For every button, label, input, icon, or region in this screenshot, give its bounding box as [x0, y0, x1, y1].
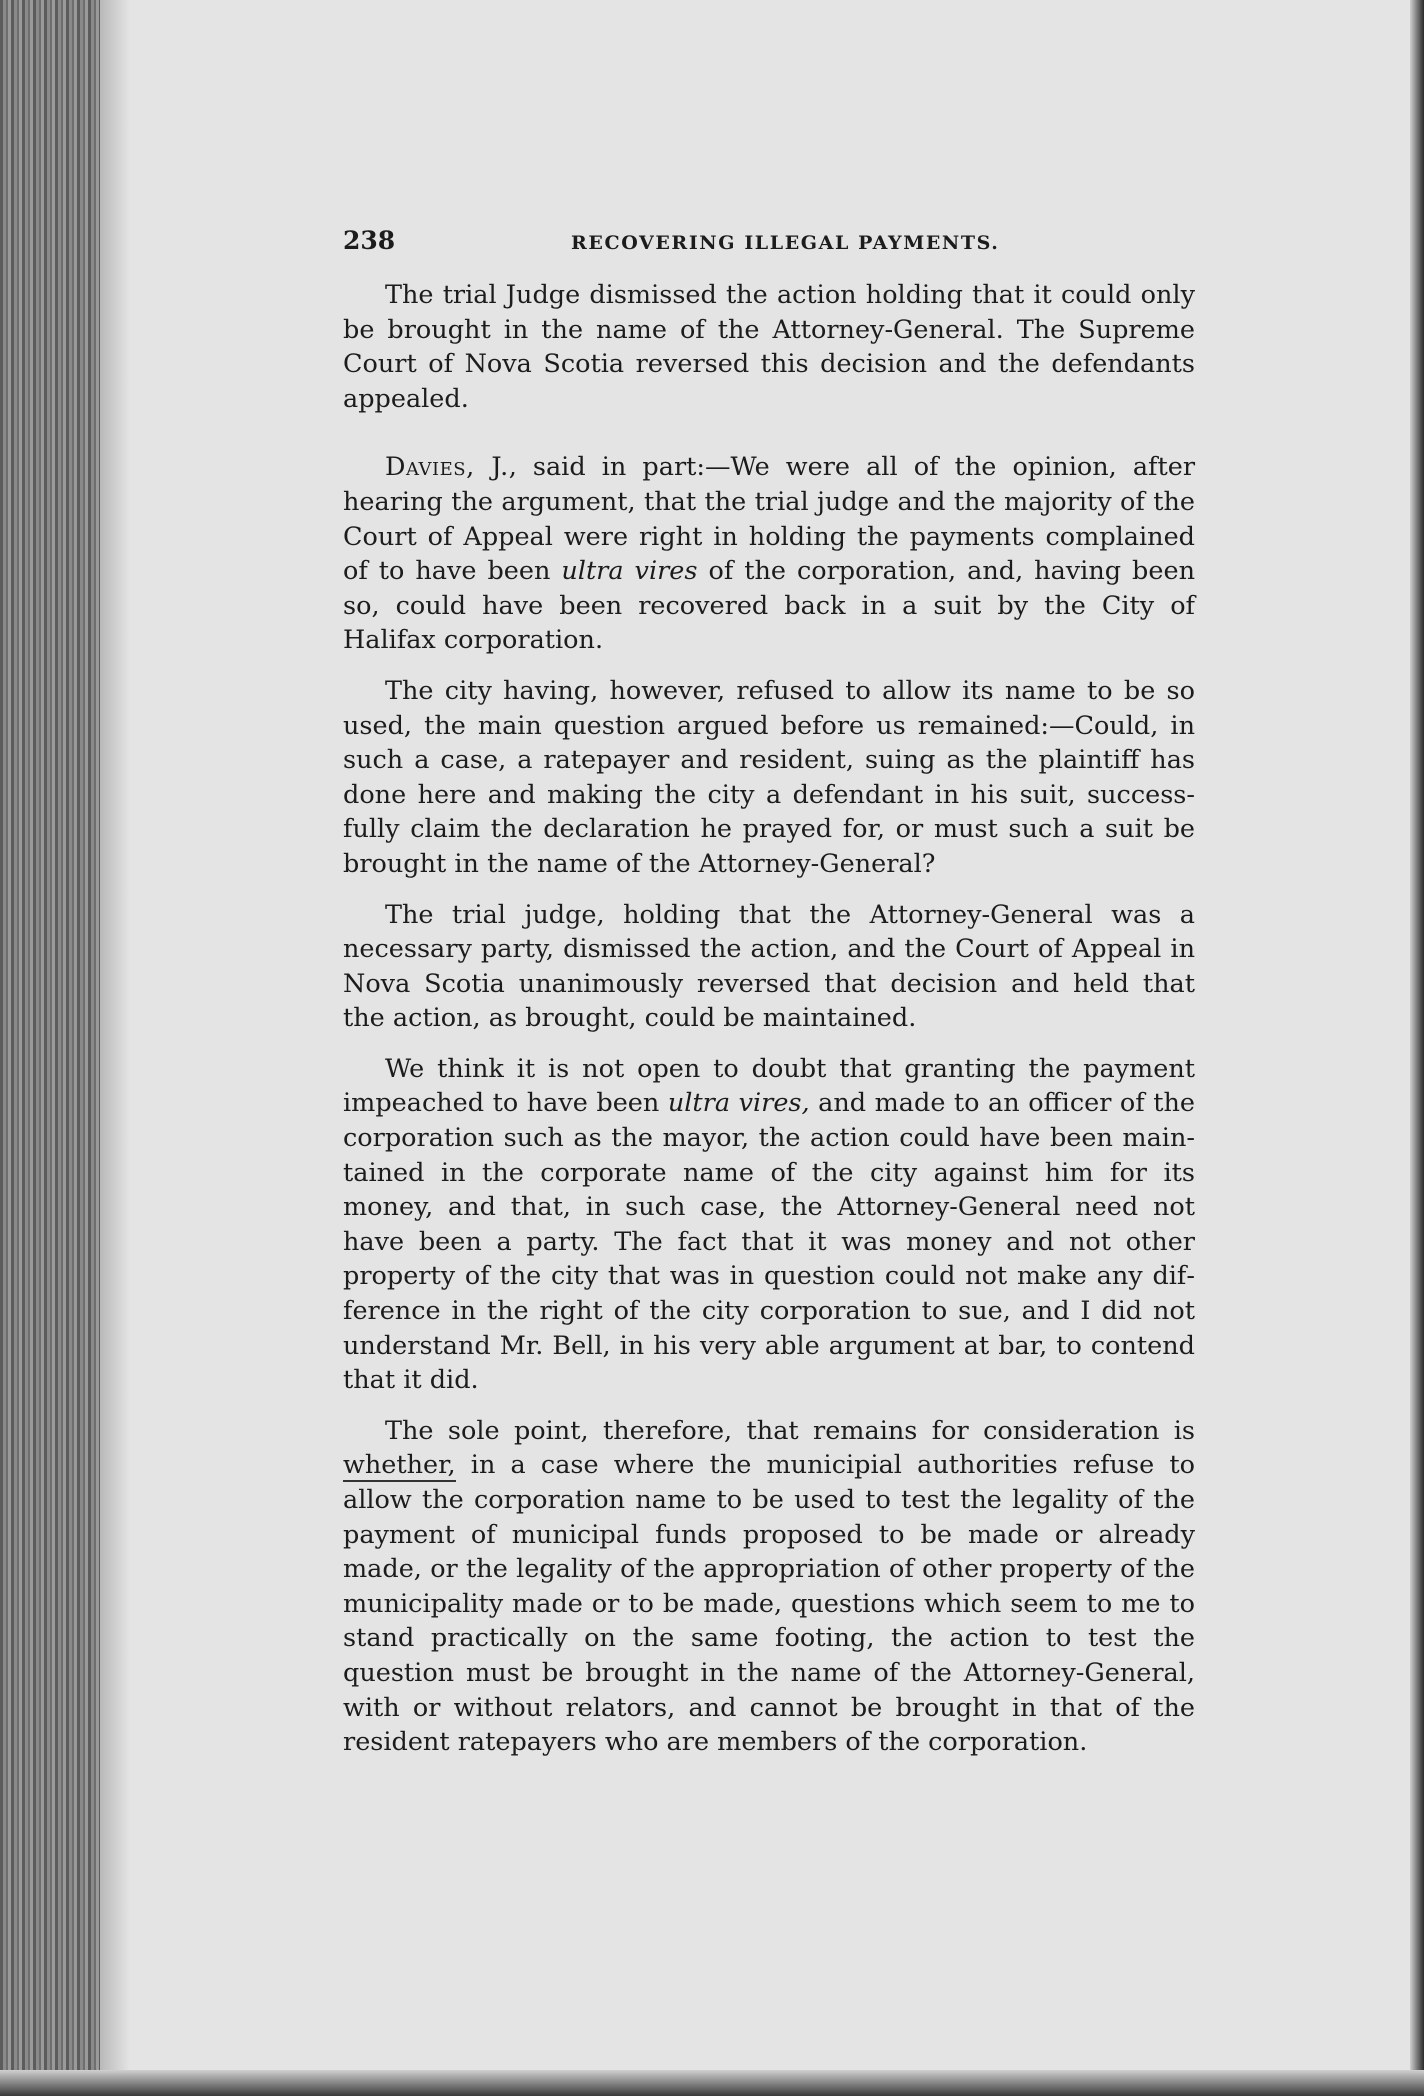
- speaker-name: Davies, J.: [385, 452, 509, 483]
- paragraph-main-question: The city having, however, refused to allow its name to be so used, the main question argued before us remained:—Could, in such a case, a ratepayer and resident, suing as the plaintiff has done here and making the city a defendant in his suit, successfully claim the declaration he prayed for, or must such a suit be brought in the name of the Attorney-General?: [343, 675, 1195, 879]
- running-head: [343, 226, 1195, 260]
- paragraph-trial-judge: The trial Judge dismissed the action holding that it could only be brought in the name of the Attorney-General. The Supreme Court of Nova Scotia reversed this decision and the defendants appealed.: [343, 280, 1195, 414]
- paragraph-text: of the corporation, and, having been so, could have been recovered back in a suit by the City of Halifax corporation.: [343, 556, 1195, 656]
- paragraph-sole-point: [343, 1414, 1195, 1760]
- paragraph-text: The sole point, therefore, that remains for consideration is: [385, 1415, 1195, 1446]
- paragraph-text: in a case where the municipial authorities refuse to allow the corporation name to be used to test the legality of the payment of municipal funds proposed to be made or already made, or the legality of the appropriation of other property of the municipality made or to be made, questions which seem to me to stand practically on the same footing, the action to test the question must be brought in the name of the Attorney-General, with or without relators, and cannot be brought in that of the resident ratepayers who are members of the corporation.: [343, 1450, 1195, 1758]
- italic-term: ultra vires,: [667, 1088, 810, 1119]
- underlined-word: whether,: [343, 1450, 456, 1481]
- running-title: RECOVERING ILLEGAL PAYMENTS.: [571, 232, 1000, 254]
- paragraph-text: , said in part:—We were all of the opinion, after hearing the argument, that the trial judge and the majority of the Court of Appeal were right in holding the payments complained of to have been: [343, 452, 1196, 587]
- paragraph-davies-opinion: [343, 450, 1195, 658]
- italic-term: ultra vires: [561, 556, 698, 587]
- gutter-shadow: [100, 0, 130, 2096]
- page-number: 238: [343, 226, 396, 255]
- book-page: [343, 226, 1195, 1760]
- bottom-border: [0, 2070, 1424, 2096]
- book-page-edges: [0, 0, 108, 2096]
- paragraph-text: We think it is not open to doubt that granting the payment impeached to have been: [343, 1053, 1195, 1119]
- paragraph-text: and made to an officer of the corporation such as the mayor, the action could have been maintained in the corporate name of the city against him for its money, and that, in such case, the Attorney-General need not have been a party. The fact that it was money and not other property of the city that was in question could not make any difference in the right of the city corporation to sue, and I did not understand Mr. Bell, in his very able argument at bar, to contend that it did.: [343, 1088, 1195, 1396]
- paragraph-payment-impeached: [343, 1052, 1195, 1398]
- paragraph-court-of-appeal: The trial judge, holding that the Attorney-General was a necessary party, dismissed the action, and the Court of Appeal in Nova Scotia unanimously reversed that decision and held that the action, as brought, could be maintained.: [343, 899, 1195, 1034]
- right-border: [1410, 0, 1424, 2096]
